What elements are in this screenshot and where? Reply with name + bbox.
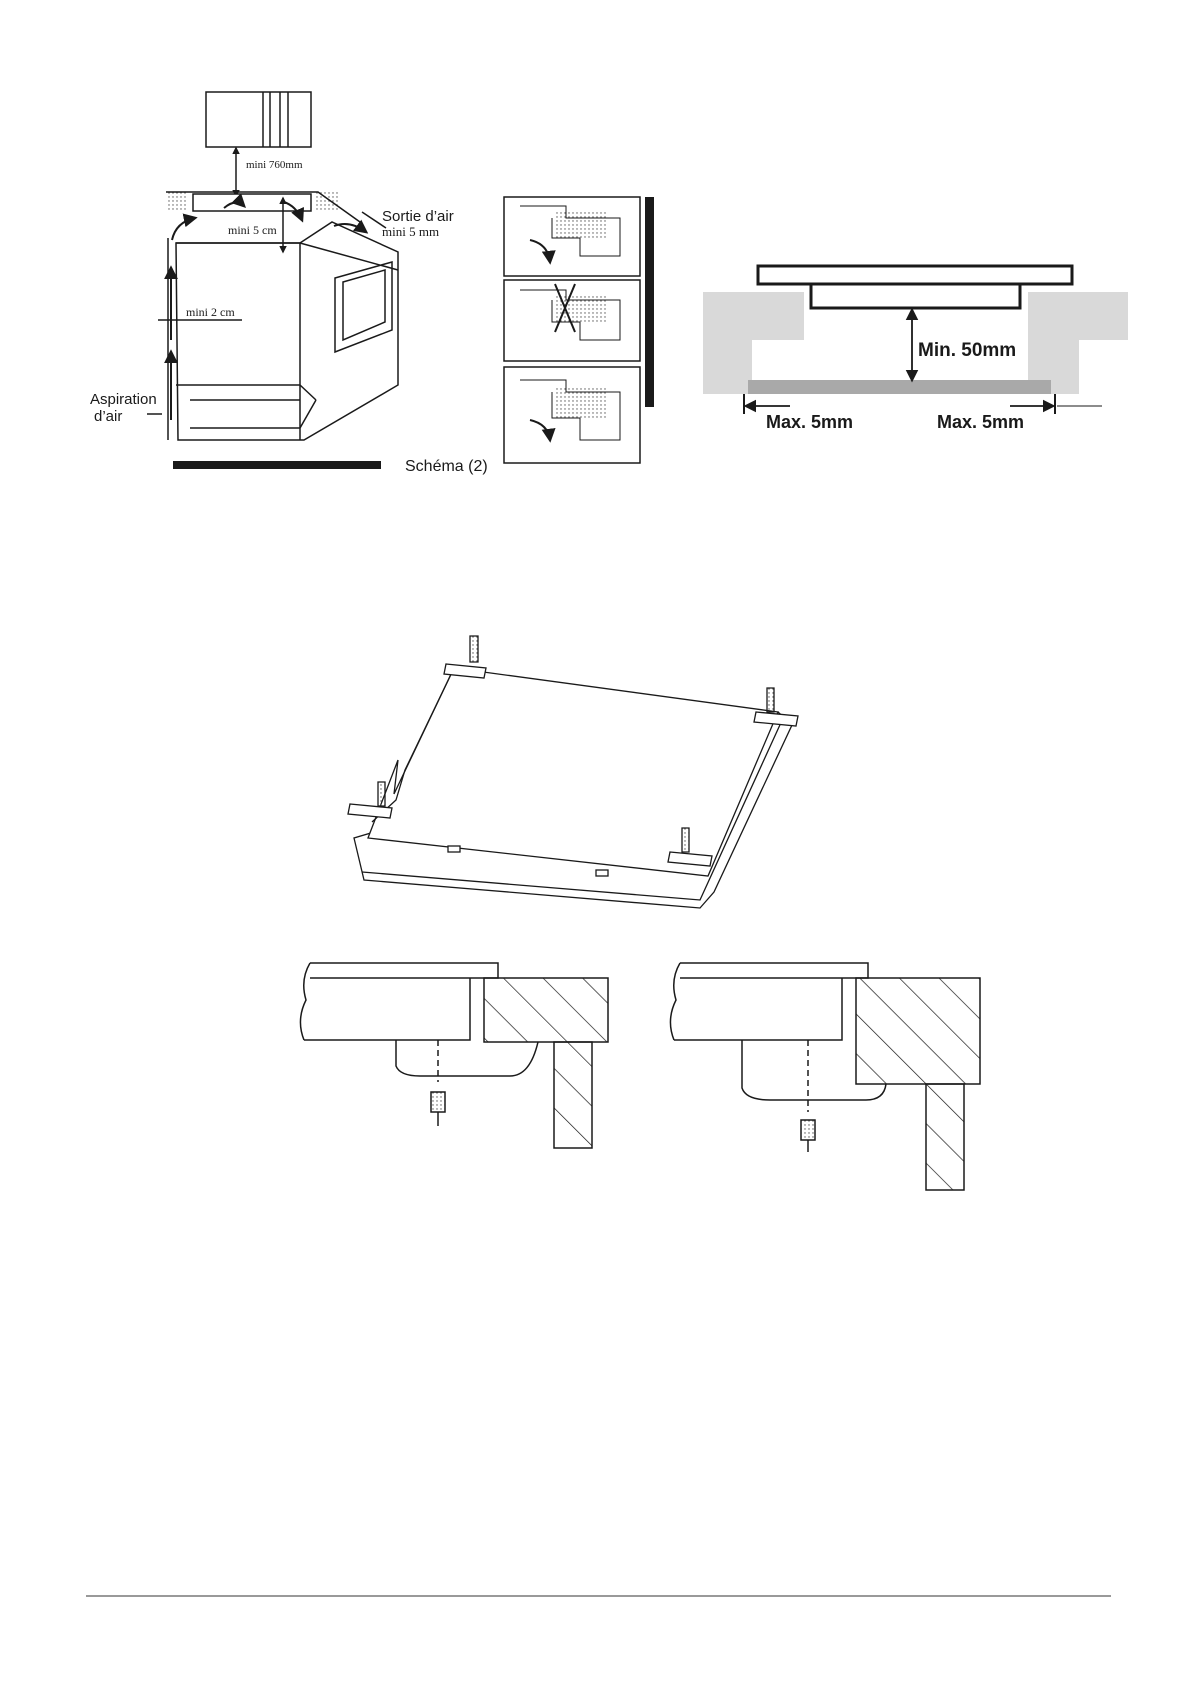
- cabinet-left-block: [703, 292, 804, 394]
- worktop-section-right: [856, 978, 980, 1084]
- hob-body: [811, 284, 1020, 308]
- hob-underside: [368, 668, 778, 876]
- cabinet-right-block: [1028, 292, 1128, 394]
- support-section-right: [926, 1084, 964, 1190]
- label-max-5-left: Max. 5mm: [766, 412, 854, 432]
- fixing-panels-diagram: [504, 197, 654, 463]
- upper-hood: [206, 92, 311, 147]
- hob-top-plate: [758, 266, 1072, 284]
- fixing-bracket-top-right: [754, 688, 798, 726]
- label-sortie-air: Sortie d’air: [382, 208, 454, 225]
- label-schema: Schéma (2): [405, 458, 488, 475]
- label-d-air: d’air: [94, 408, 123, 425]
- screw-left: [431, 1092, 445, 1126]
- screw-right: [801, 1120, 815, 1152]
- floor-bar: [173, 461, 381, 469]
- clamp-section-left: [300, 963, 608, 1148]
- label-mini-2-cm: mini 2 cm: [186, 305, 235, 319]
- fixing-bracket-top-left: [444, 636, 486, 678]
- label-mini-5-cm: mini 5 cm: [228, 223, 277, 237]
- hob-bracket-diagram: [348, 636, 798, 908]
- cutout-clearance-diagram: [703, 266, 1128, 414]
- worktop-section-left: [484, 978, 608, 1042]
- label-max-5-right: Max. 5mm: [937, 412, 1025, 432]
- fixing-bracket-bottom-left: [348, 782, 392, 818]
- label-aspiration: Aspiration: [90, 391, 157, 408]
- oven-ventilation-diagram: [147, 92, 398, 469]
- clamp-section-right: [670, 963, 980, 1190]
- oven-body: [176, 222, 398, 440]
- label-mini-5-mm: mini 5 mm: [382, 224, 440, 239]
- countertop: [166, 192, 360, 222]
- shelf-board: [748, 380, 1051, 394]
- fixing-side-bar: [645, 197, 654, 407]
- label-min-50: Min. 50mm: [918, 340, 1017, 361]
- support-section-left: [554, 1042, 592, 1148]
- label-mini-760: mini 760mm: [246, 159, 303, 171]
